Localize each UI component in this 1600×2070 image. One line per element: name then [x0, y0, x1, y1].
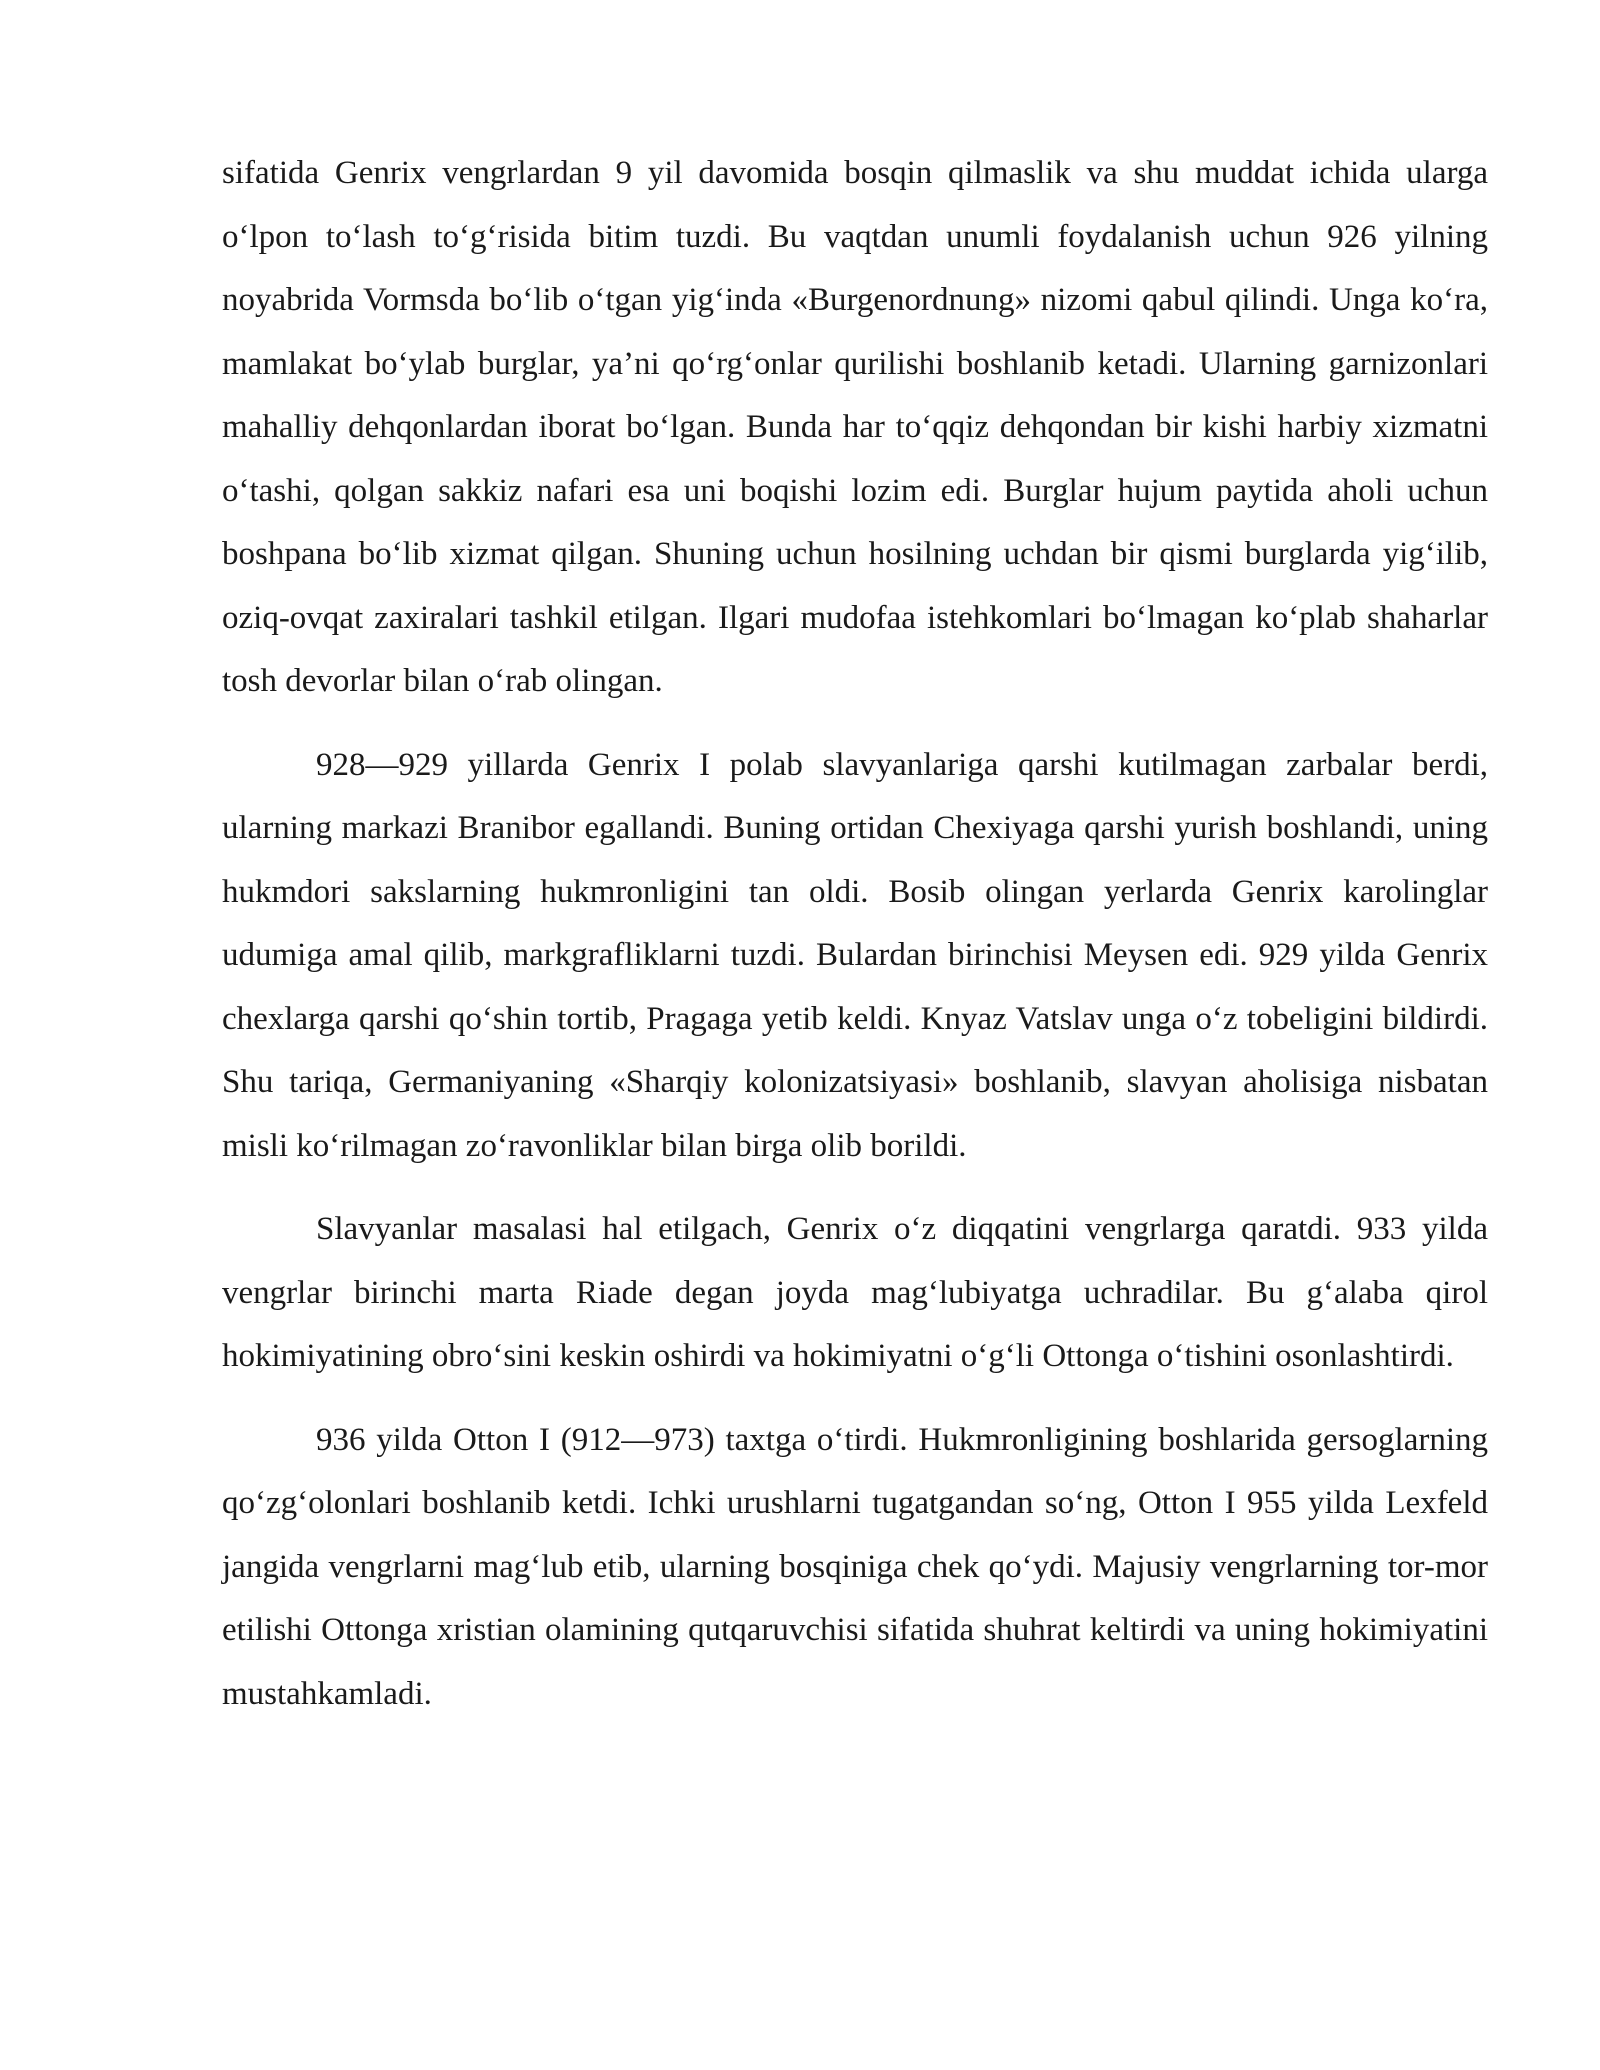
- paragraph: 928—929 yillarda Genrix I polab slavyanlariga qarshi kutilmagan zarbalar berdi, ularning markazi Branibor egallandi. Buning ortidan Chexiyaga qarshi yurish boshlandi, uning hukmdori sakslarning hukmronligini tan oldi. Bosib olingan yerlarda Genrix karolinglar udumiga amal qilib, markgrafliklarni tuzdi. Bulardan birinchisi Meysen edi. 929 yilda Genrix chexlarga qarshi qo‘shin tortib, Pragaga yetib keldi. Knyaz Vatslav unga o‘z tobeligini bildirdi. Shu tariqa, Germaniyaning «Sharqiy kolonizatsiyasi» boshlanib, slavyan aholisiga nisbatan misli ko‘rilmagan zo‘ravonliklar bilan birga olib borildi.: [222, 746, 1488, 1164]
- paragraph: Slavyanlar masalasi hal etilgach, Genrix o‘z diqqatini vengrlarga qaratdi. 933 yilda vengrlar birinchi marta Riade degan joyda mag‘lubiyatga uchradilar. Bu g‘alaba qirol hokimiyatining obro‘sini keskin oshirdi va hokimiyatni o‘g‘li Ottonga o‘tishini osonlashtirdi.: [222, 1211, 1488, 1374]
- body-text: [222, 142, 1488, 1746]
- paragraph: 936 yilda Otton I (912—973) taxtga o‘tirdi. Hukmronligining boshlarida gersoglarning qo‘zg‘olonlari boshlanib ketdi. Ichki urushlarni tugatgandan so‘ng, Otton I 955 yilda Lexfeld jangida vengrlarni mag‘lub etib, ularning bosqiniga chek qo‘ydi. Majusiy vengrlarning tor-mor etilishi Ottonga xristian olamining qutqaruvchisi sifatida shuhrat keltirdi va uning hokimiyatini mustahkamladi.: [222, 1421, 1488, 1712]
- paragraph-continuation: sifatida Genrix vengrlardan 9 yil davomida bosqin qilmaslik va shu muddat ichida ularga o‘lpon to‘lash to‘g‘risida bitim tuzdi. Bu vaqtdan unumli foydalanish uchun 926 yilning noyabrida Vormsda bo‘lib o‘tgan yig‘inda «Burgenordnung» nizomi qabul qilindi. Unga ko‘ra, mamlakat bo‘ylab burglar, ya’ni qo‘rg‘onlar qurilishi boshlanib ketadi. Ularning garnizonlari mahalliy dehqonlardan iborat bo‘lgan. Bunda har to‘qqiz dehqondan bir kishi harbiy xizmatni o‘tashi, qolgan sakkiz nafari esa uni boqishi lozim edi. Burglar hujum paytida aholi uchun boshpana bo‘lib xizmat qilgan. Shuning uchun hosilning uchdan bir qismi burglarda yig‘ilib, oziq-ovqat zaxiralari tashkil etilgan. Ilgari mudofaa istehkomlari bo‘lmagan ko‘plab shaharlar tosh devorlar bilan o‘rab olingan.: [222, 155, 1488, 699]
